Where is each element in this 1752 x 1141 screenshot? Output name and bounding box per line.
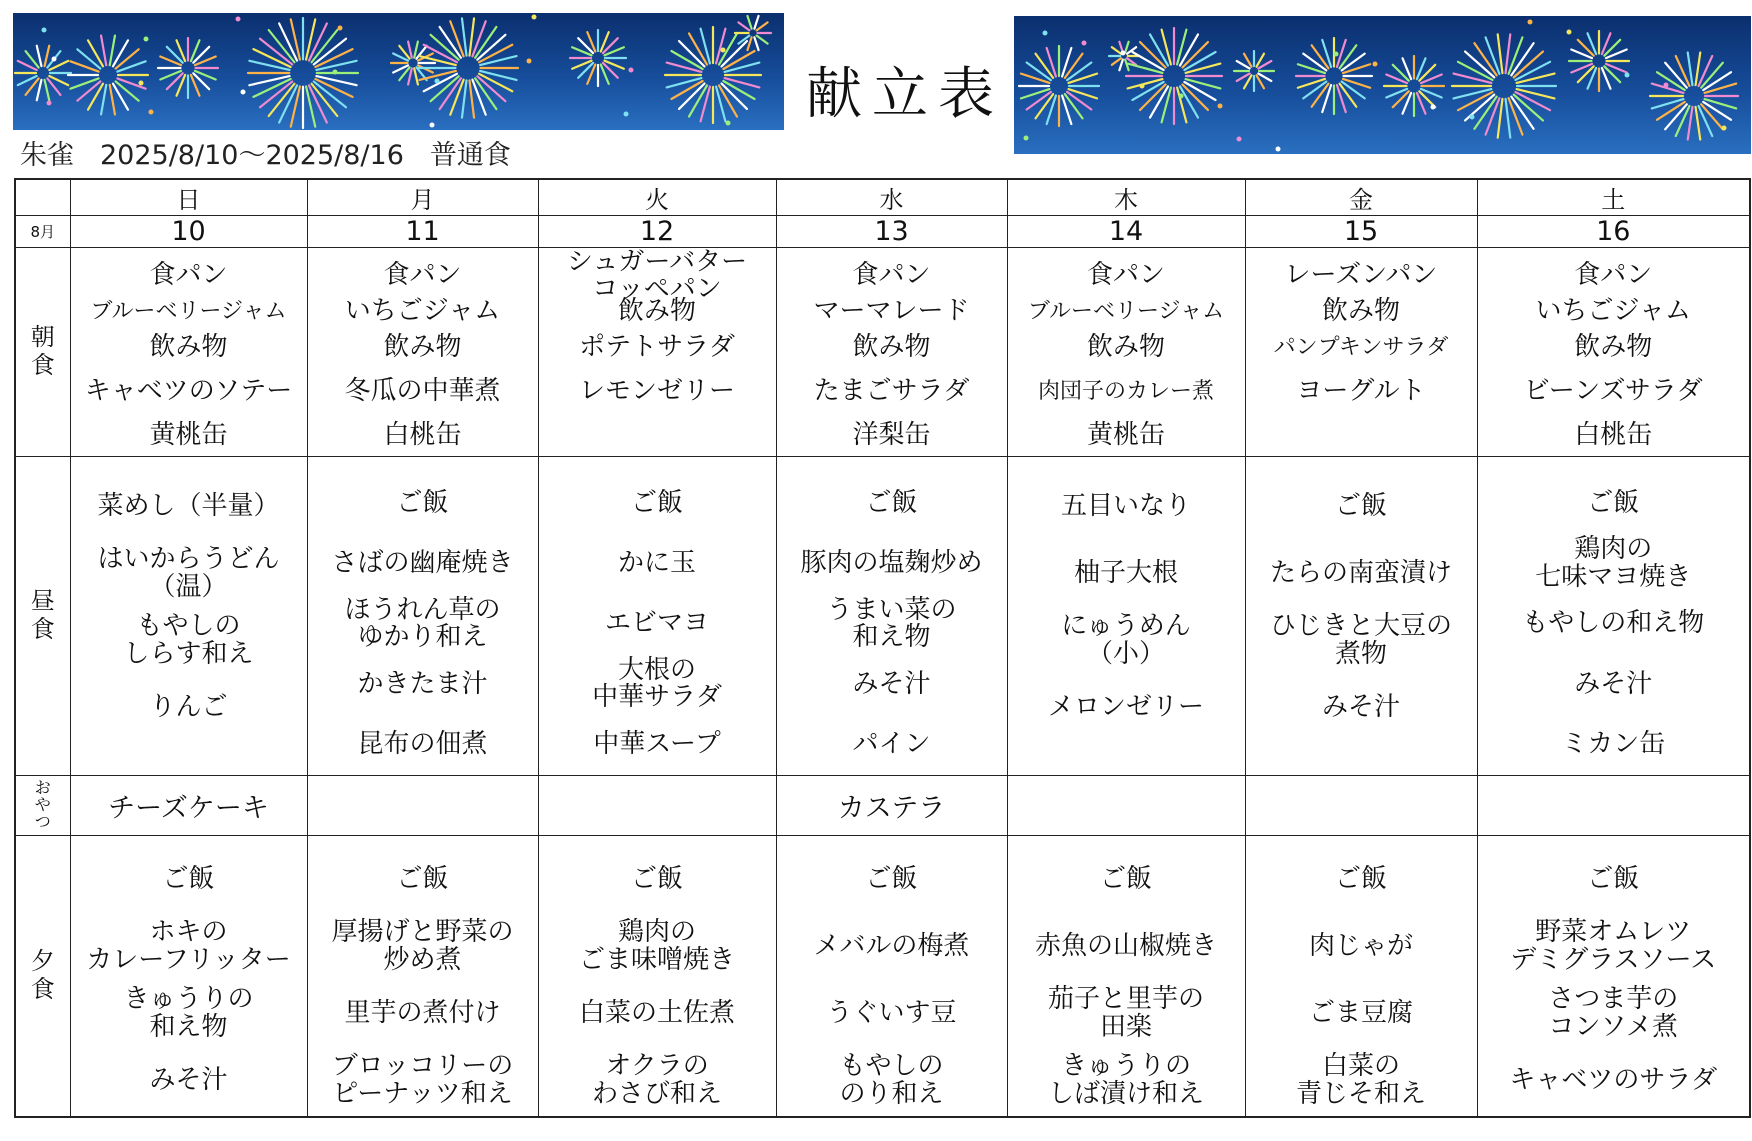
breakfast-cell [538, 248, 776, 457]
snack-cell [538, 776, 776, 836]
sparkle [430, 123, 435, 128]
menu-item: 柚子大根 [1073, 557, 1178, 588]
menu-item: 食パン [1086, 260, 1165, 291]
menu-item: きゅうりの しば漬け和え [1047, 1051, 1204, 1109]
snack-label [15, 776, 70, 836]
menu-item: 飲み物 [617, 296, 696, 327]
dinner-cell [307, 836, 538, 1118]
snack-cell: カステラ [776, 776, 1007, 836]
date-cell: 13 [776, 216, 1007, 248]
menu-item: ブルーベリージャム [90, 299, 287, 325]
firework-burst [1452, 34, 1556, 137]
lunch-cell [70, 457, 307, 776]
menu-item: エビマヨ [604, 608, 709, 639]
sparkle [1567, 30, 1572, 35]
menu-item: 里芋の煮付け [344, 997, 501, 1028]
month-label: 8月 [15, 216, 70, 248]
sparkle [532, 15, 537, 20]
menu-item: 肉じゃが [1308, 930, 1413, 961]
sparkle [1722, 126, 1727, 131]
sparkle [1237, 137, 1242, 142]
menu-item: ご飯 [396, 863, 449, 894]
menu-item: ブロッコリーの ピーナッツ和え [331, 1051, 514, 1109]
breakfast-cell [1245, 248, 1477, 457]
snack-cell [1245, 776, 1477, 836]
menu-period: 2025/8/10〜2025/8/16 [100, 140, 404, 171]
menu-item: ご飯 [1334, 863, 1387, 894]
firework-burst [1126, 28, 1222, 124]
menu-item: レーズンパン [1284, 260, 1438, 291]
menu-item: 昆布の佃煮 [357, 729, 488, 760]
weekday-cell: 土 [1477, 179, 1750, 216]
menu-item: ご飯 [865, 487, 918, 518]
menu-item: 白桃缶 [383, 420, 462, 451]
lunch-items [1246, 457, 1477, 775]
sparkle [721, 48, 726, 53]
snack-cell [307, 776, 538, 836]
fireworks-banner-right [1014, 16, 1751, 154]
lunch-cell [307, 457, 538, 776]
date-row [15, 216, 1750, 248]
firework-burst [1296, 38, 1372, 114]
date-cell: 10 [70, 216, 307, 248]
menu-item: 白桃缶 [1574, 420, 1653, 451]
sparkle [1043, 31, 1048, 36]
dinner-cell [1477, 836, 1750, 1118]
dinner-cell [776, 836, 1007, 1118]
lunch-cell [1245, 457, 1477, 776]
facility-name: 朱雀 [20, 140, 74, 171]
fireworks-illustration [1014, 16, 1751, 154]
menu-item: もやしの しらす和え [123, 611, 254, 669]
menu-item: いちごジャム [1535, 296, 1691, 327]
menu-item: みそ汁 [1574, 668, 1653, 699]
weekday-cell: 水 [776, 179, 1007, 216]
menu-item: 五目いなり [1060, 490, 1191, 521]
sparkle [1373, 62, 1378, 67]
sparkle [1140, 84, 1145, 89]
menu-item: 鶏肉の ごま味噌焼き [578, 917, 735, 975]
menu-item: 食パン [149, 260, 228, 291]
sparkle [624, 112, 629, 117]
lunch-cell [776, 457, 1007, 776]
breakfast-items [308, 248, 538, 456]
menu-item: さばの幽庵焼き [331, 547, 514, 578]
sparkle [527, 59, 532, 64]
breakfast-label-char: 食 [30, 351, 55, 379]
menu-item: ほうれん草の ゆかり和え [344, 594, 501, 653]
sparkle [629, 68, 634, 73]
menu-item: 飲み物 [1086, 332, 1165, 363]
dinner-cell [1007, 836, 1245, 1118]
lunch-label-char: 食 [30, 615, 55, 643]
snack-label-char: や [34, 795, 51, 815]
menu-item: ご飯 [1587, 863, 1640, 894]
menu-item: ブルーベリージャム [1027, 299, 1225, 325]
menu-item: ごま豆腐 [1308, 997, 1413, 1028]
lunch-cell [1477, 457, 1750, 776]
menu-item: ご飯 [1587, 487, 1640, 518]
menu-item: いちごジャム [344, 296, 501, 327]
menu-item: 飲み物 [383, 332, 462, 363]
sparkle [1276, 147, 1281, 152]
breakfast-items [1246, 248, 1477, 456]
menu-item: みそ汁 [1321, 691, 1400, 722]
sparkle [241, 90, 246, 95]
menu-item: 飲み物 [149, 332, 228, 363]
firework-burst [248, 18, 358, 128]
menu-item: 厚揚げと野菜の 炒め煮 [331, 917, 514, 975]
dinner-items [777, 836, 1007, 1116]
fireworks-illustration [13, 13, 784, 130]
menu-item: 飲み物 [852, 332, 931, 363]
menu-item: にゅうめん （小） [1061, 611, 1191, 669]
menu-item: 中華スープ [593, 729, 721, 760]
lunch-items [1008, 457, 1245, 775]
breakfast-cell [776, 248, 1007, 457]
weekday-cell: 金 [1245, 179, 1477, 216]
firework-burst [15, 46, 71, 101]
breakfast-items [777, 248, 1007, 456]
sparkle [1334, 52, 1339, 57]
fireworks-banner-left [13, 13, 784, 130]
dinner-items [539, 836, 776, 1116]
breakfast-items [1478, 248, 1750, 456]
menu-item: 食パン [852, 260, 931, 291]
menu-item: かきたま汁 [357, 668, 488, 699]
weekly-menu-table [14, 178, 1751, 1118]
weekday-cell: 月 [307, 179, 538, 216]
lunch-items [308, 457, 538, 775]
menu-item: 食パン [383, 260, 462, 291]
lunch-cell [538, 457, 776, 776]
lunch-label [15, 457, 70, 776]
menu-item: ご飯 [865, 863, 918, 894]
sparkle [47, 101, 52, 106]
menu-item: マーマレード [813, 296, 970, 327]
firework-burst [158, 38, 218, 98]
breakfast-items [1008, 248, 1245, 456]
sparkle [1625, 73, 1630, 78]
sparkle [1431, 105, 1436, 110]
firework-burst [570, 30, 626, 86]
menu-item: 黄桃缶 [149, 420, 228, 451]
breakfast-items [539, 248, 776, 456]
menu-item: 菜めし（半量） [97, 490, 280, 521]
menu-item: たまごサラダ [813, 376, 970, 407]
sparkle [1082, 41, 1087, 46]
firework-burst [735, 16, 771, 50]
menu-item: ヨーグルト [1296, 376, 1426, 407]
snack-row [15, 776, 1750, 836]
menu-item: キャベツのソテー [84, 376, 293, 407]
menu-item: シュガーバター コッペパン [566, 246, 748, 304]
breakfast-items [71, 248, 307, 456]
menu-item: ご飯 [1334, 490, 1387, 521]
menu-item: パイン [852, 729, 931, 760]
firework-burst [665, 27, 761, 123]
menu-item: きゅうりの 和え物 [123, 984, 254, 1042]
sparkle [435, 79, 440, 84]
lunch-items [539, 457, 776, 775]
lunch-row [15, 457, 1750, 776]
menu-item: りんご [149, 691, 228, 722]
dinner-items [308, 836, 538, 1116]
weekday-cell: 木 [1007, 179, 1245, 216]
sparkle [236, 17, 241, 22]
weekday-cell: 火 [538, 179, 776, 216]
menu-item: 鶏肉の 七味マヨ焼き [1535, 534, 1692, 592]
sparkle [1179, 94, 1184, 99]
menu-item: メロンゼリー [1047, 691, 1204, 722]
menu-item: 茄子と里芋の 田楽 [1047, 984, 1204, 1042]
sparkle [42, 28, 47, 33]
firework-burst [1569, 31, 1629, 91]
dinner-row [15, 836, 1750, 1118]
diet-type: 普通食 [429, 140, 511, 171]
snack-cell: チーズケーキ [70, 776, 307, 836]
sparkle [333, 70, 338, 75]
dinner-label-char: 食 [30, 975, 55, 1003]
menu-subtitle [20, 133, 537, 172]
sparkle [1528, 20, 1533, 25]
menu-item: もやしの のり和え [839, 1051, 944, 1109]
menu-item: 食パン [1574, 260, 1653, 291]
breakfast-label-char: 朝 [30, 323, 55, 352]
menu-item: 飲み物 [1321, 296, 1400, 327]
menu-item: ミカン缶 [1561, 729, 1666, 760]
date-cell: 14 [1007, 216, 1245, 248]
menu-item: キャベツのサラダ [1509, 1064, 1718, 1095]
menu-item: 豚肉の塩麹炒め [800, 547, 983, 578]
menu-item: 大根の 中華サラダ [592, 655, 722, 713]
sparkle [1470, 115, 1475, 120]
dinner-items [71, 836, 307, 1116]
menu-item: 白菜の 青じそ和え [1295, 1051, 1426, 1109]
menu-item: 白菜の土佐煮 [578, 997, 735, 1028]
sparkle [139, 81, 144, 86]
breakfast-row [15, 248, 1750, 457]
dinner-items [1478, 836, 1750, 1116]
menu-item: うまい菜の 和え物 [826, 594, 957, 653]
sparkle [149, 110, 154, 115]
menu-item: ビーンズサラダ [1523, 376, 1703, 407]
breakfast-cell [307, 248, 538, 457]
firework-burst [68, 36, 148, 115]
menu-item: ホキの カレーフリッター [86, 917, 291, 975]
menu-item: 冬瓜の中華煮 [344, 376, 501, 407]
menu-item: 赤魚の山椒焼き [1034, 930, 1217, 961]
dinner-cell [538, 836, 776, 1118]
sparkle [1121, 51, 1126, 56]
menu-item: オクラの わさび和え [591, 1051, 722, 1109]
lunch-label-char: 昼 [30, 587, 55, 616]
menu-item: さつま芋の コンソメ煮 [1548, 984, 1679, 1042]
dinner-cell [1245, 836, 1477, 1118]
breakfast-label [15, 248, 70, 457]
sparkle [726, 121, 731, 126]
menu-item: ご飯 [396, 487, 449, 518]
dinner-items [1008, 836, 1245, 1116]
menu-item: みそ汁 [149, 1064, 228, 1095]
date-cell: 15 [1245, 216, 1477, 248]
firework-burst [1019, 46, 1099, 126]
dinner-items [1246, 836, 1477, 1116]
lunch-items [71, 457, 307, 775]
snack-label-char: お [34, 778, 51, 798]
dinner-label-char: 夕 [30, 947, 55, 976]
menu-item: 黄桃缶 [1086, 420, 1165, 451]
menu-item: ひじきと大豆の 煮物 [1269, 611, 1452, 669]
breakfast-cell [1477, 248, 1750, 457]
menu-item: 洋梨缶 [852, 420, 931, 451]
breakfast-cell [1007, 248, 1245, 457]
menu-item: ご飯 [630, 863, 683, 894]
corner-cell [15, 179, 70, 216]
firework-burst [418, 18, 518, 117]
menu-item: みそ汁 [852, 668, 931, 699]
page-title: 献立表 [806, 62, 1004, 127]
sparkle [1024, 136, 1029, 141]
sparkle [1664, 83, 1669, 88]
sparkle [52, 57, 57, 62]
menu-item: パンプキンサラダ [1273, 335, 1449, 361]
menu-item: レモンゼリー [578, 376, 735, 407]
dinner-label [15, 836, 70, 1118]
menu-item: かに玉 [617, 547, 696, 578]
lunch-items [777, 457, 1007, 775]
lunch-items [1478, 457, 1750, 775]
weekday-cell: 日 [70, 179, 307, 216]
breakfast-cell [70, 248, 307, 457]
date-cell: 11 [307, 216, 538, 248]
menu-item: はいからうどん （温） [97, 544, 280, 602]
dinner-cell [70, 836, 307, 1118]
menu-item: うぐいす豆 [826, 997, 957, 1028]
menu-item: 肉団子のカレー煮 [1037, 379, 1214, 405]
menu-item: ポテトサラダ [579, 332, 735, 363]
menu-item: ご飯 [1099, 863, 1152, 894]
firework-burst [1234, 51, 1274, 91]
menu-item: ご飯 [630, 487, 683, 518]
sparkle [144, 37, 149, 42]
sparkle [338, 26, 343, 31]
menu-item: もやしの和え物 [1522, 608, 1705, 639]
menu-item: メバルの梅煮 [813, 930, 970, 961]
snack-cell [1477, 776, 1750, 836]
menu-item: たらの南蛮漬け [1269, 557, 1452, 588]
date-cell: 12 [538, 216, 776, 248]
lunch-cell [1007, 457, 1245, 776]
sparkle [1218, 104, 1223, 109]
snack-label-char: つ [34, 811, 51, 831]
snack-cell [1007, 776, 1245, 836]
weekday-row [15, 179, 1750, 216]
menu-item: ご飯 [162, 863, 215, 894]
menu-item: 飲み物 [1574, 332, 1653, 363]
menu-item: 野菜オムレツ デミグラスソース [1510, 917, 1717, 975]
date-cell: 16 [1477, 216, 1750, 248]
